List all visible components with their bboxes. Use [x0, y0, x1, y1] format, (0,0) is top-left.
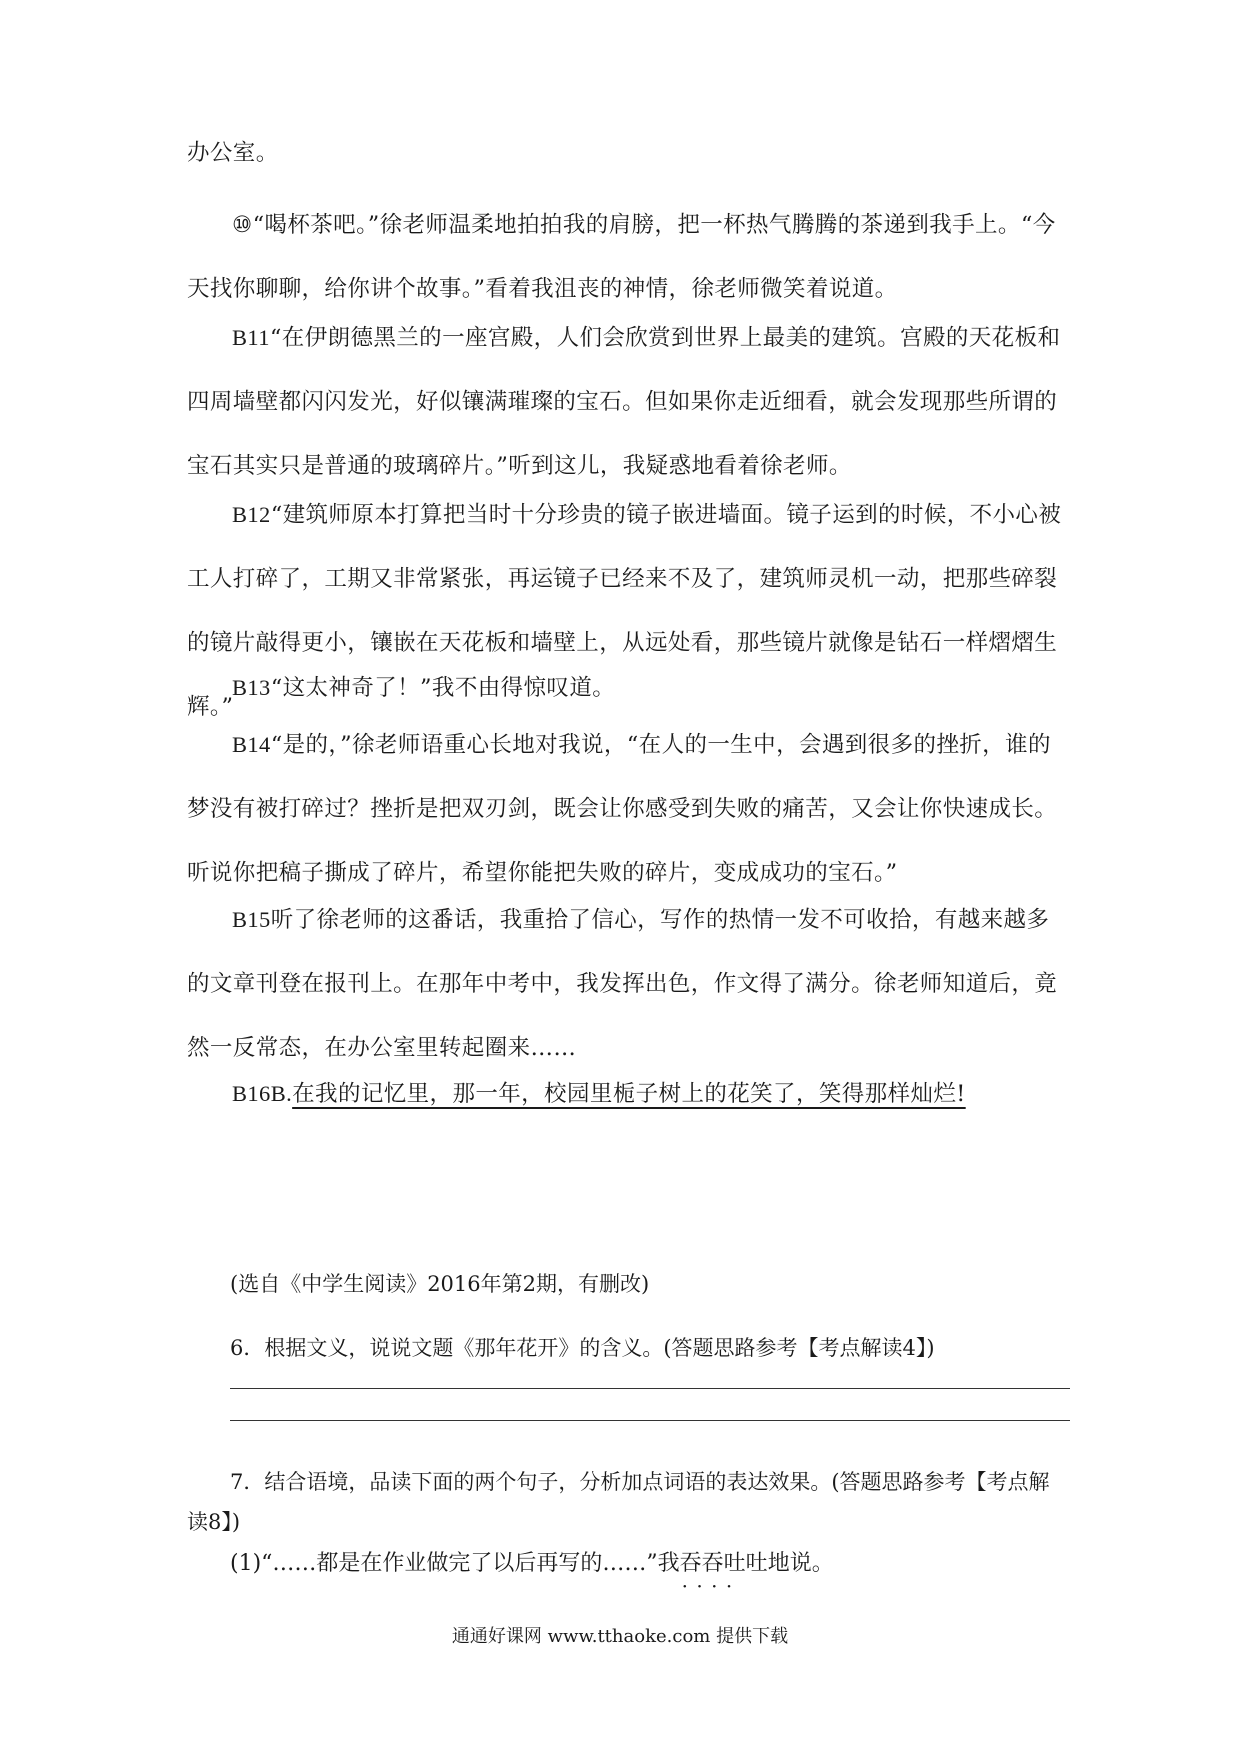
dotted-emphasis-words: 吞吞吐吐 · ·: [680, 1544, 768, 1584]
paragraph-label: B13: [232, 675, 271, 700]
underlined-sentence: 在我的记忆里，那一年，校园里栀子树上的花笑了，笑得那样灿烂!: [292, 1081, 966, 1107]
question-6: 6．根据文义，说说文题《那年花开》的含义。(答题思路参考【考点解读4】): [230, 1336, 935, 1360]
paragraph-9-end: 办公室。: [187, 140, 279, 166]
paragraph-13: B13“这太神奇了！”我不由得惊叹道。: [232, 675, 616, 701]
source-citation: (选自《中学生阅读》2016年第2期，有删改): [230, 1272, 650, 1296]
paragraph-label: B12: [232, 502, 271, 527]
paragraph-12: B12“建筑师原本打算把当时十分珍贵的镜子嵌进墙面。镜子运到的时候，不小心被工人打碎了，工期又非常紧张，再运镜子已经来不及了，建筑师灵机一动，把那些碎裂的镜片敲得更小，镶嵌在天花板和墙壁上，从远处看，那些镜片就像是钻石一样熠熠生辉。”: [187, 502, 1062, 720]
paragraph-11: B11“在伊朗德黑兰的一座宫殿，人们会欣赏到世界上最美的建筑。宫殿的天花板和四周墙壁都闪闪发光，好似镶满璀璨的宝石。但如果你走近细看，就会发现那些所谓的宝石其实只是普通的玻璃碎片。”听到这儿，我疑惑地看着徐老师。: [187, 325, 1061, 479]
paragraph-16: [187, 1062, 1067, 1126]
paragraph-label: ⑩: [232, 212, 253, 237]
paragraph-label: B15: [232, 907, 271, 932]
answer-line: [230, 1388, 1070, 1389]
paragraph-14: B14“是的，”徐老师语重心长地对我说，“在人的一生中，会遇到很多的挫折，谁的梦没有被打碎过？挫折是把双刃剑，既会让你感受到失败的痛苦，又会让你快速成长。听说你把稿子撕成了碎片，希望你能把失败的碎片，变成成功的宝石。”: [187, 732, 1058, 886]
answer-line: [230, 1420, 1070, 1421]
sub-question-1: (1)“……都是在作业做完了以后再写的……”我吞吞吐吐 · ·地说。: [230, 1544, 1070, 1584]
paragraph-label: B14: [232, 732, 271, 757]
paragraph-15: B15听了徐老师的这番话，我重拾了信心，写作的热情一发不可收拾，有越来越多的文章刊登在报刊上。在那年中考中，我发挥出色，作文得了满分。徐老师知道后，竟然一反常态，在办公室里转起圈来……: [187, 907, 1058, 1061]
paragraph-10: ⑩“喝杯茶吧。”徐老师温柔地拍拍我的肩膀，把一杯热气腾腾的茶递到我手上。“今天找你聊聊，给你讲个故事。”看着我沮丧的神情，徐老师微笑着说道。: [187, 212, 1056, 302]
footer-watermark: 通通好课网 www.tthaoke.com 提供下载: [451, 1626, 789, 1647]
paragraph-label: B11: [232, 325, 270, 350]
question-7: 7．结合语境，品读下面的两个句子，分析加点词语的表达效果。(答题思路参考【考点解读8】): [187, 1470, 1050, 1534]
paragraph-label: B16B.: [232, 1081, 293, 1106]
